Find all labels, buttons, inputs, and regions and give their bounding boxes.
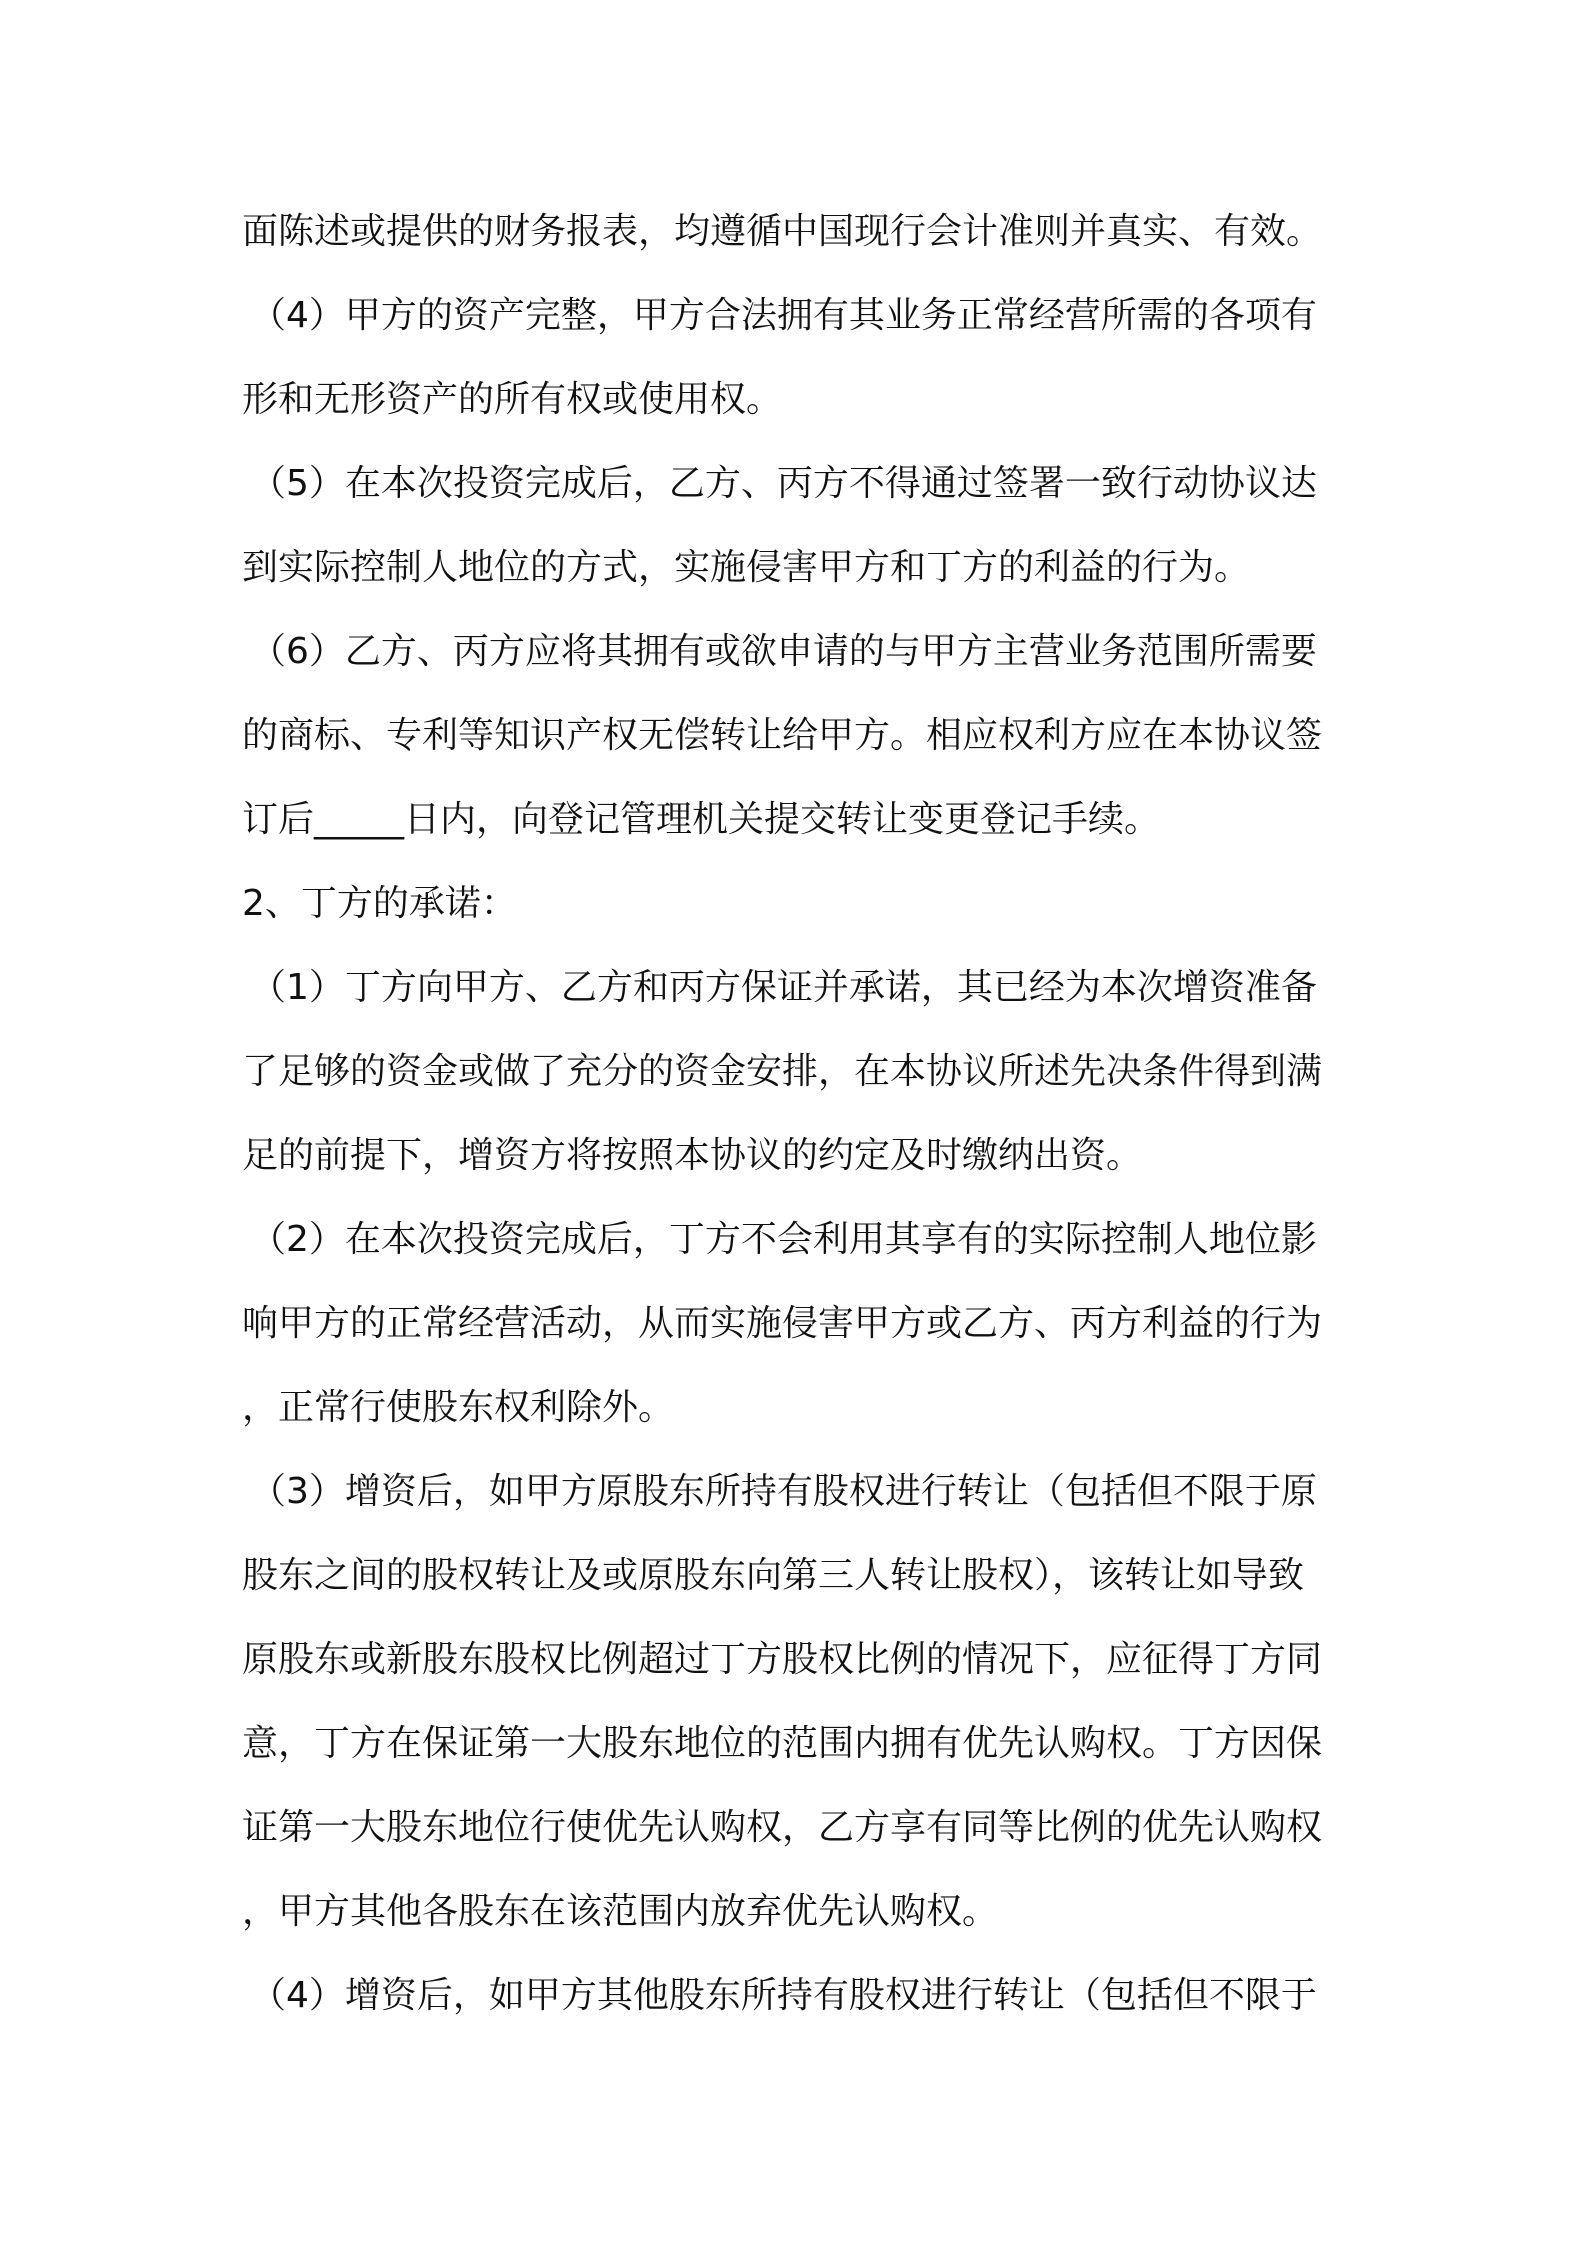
text-line-3: 形和无形资产的所有权或使用权。: [242, 379, 783, 420]
text-line-21: ，甲方其他各股东在该范围内放弃优先认购权。: [242, 1891, 999, 1932]
text-line-13: （2）在本次投资完成后，丁方不会利用其享有的实际控制人地位影: [250, 1219, 1317, 1260]
text-line-14: 响甲方的正常经营活动，从而实施侵害甲方或乙方、丙方利益的行为: [242, 1303, 1323, 1344]
section-heading: 2、丁方的承诺：: [242, 883, 517, 924]
text-line-8: 订后_____日内，向登记管理机关提交转让变更登记手续。: [242, 799, 1161, 840]
text-line-17: 股东之间的股权转让及或原股东向第三人转让股权），该转让如导致: [242, 1555, 1305, 1596]
text-line-19: 意，丁方在保证第一大股东地位的范围内拥有优先认购权。丁方因保: [242, 1723, 1323, 1764]
text-line-15: ，正常行使股东权利除外。: [242, 1387, 675, 1428]
text-line-6: （6）乙方、丙方应将其拥有或欲申请的与甲方主营业务范围所需要: [250, 631, 1317, 672]
text-line-5: 到实际控制人地位的方式，实施侵害甲方和丁方的利益的行为。: [242, 547, 1251, 588]
text-line-2: （4）甲方的资产完整，甲方合法拥有其业务正常经营所需的各项有: [250, 295, 1317, 336]
text-line-18: 原股东或新股东股权比例超过丁方股权比例的情况下，应征得丁方同: [242, 1639, 1323, 1680]
text-line-11: 了足够的资金或做了充分的资金安排，在本协议所述先决条件得到满: [242, 1051, 1323, 1092]
text-line-20: 证第一大股东地位行使优先认购权，乙方享有同等比例的优先认购权: [242, 1807, 1323, 1848]
text-line-7: 的商标、专利等知识产权无偿转让给甲方。相应权利方应在本协议签: [242, 715, 1323, 756]
text-line-22: （4）增资后，如甲方其他股东所持有股权进行转让（包括但不限于: [250, 1975, 1317, 2016]
text-line-10: （1）丁方向甲方、乙方和丙方保证并承诺，其已经为本次增资准备: [250, 967, 1317, 1008]
text-line-4: （5）在本次投资完成后，乙方、丙方不得通过签署一致行动协议达: [250, 463, 1317, 504]
text-line-1: 面陈述或提供的财务报表，均遵循中国现行会计准则并真实、有效。: [242, 211, 1323, 252]
text-line-12: 足的前提下，增资方将按照本协议的约定及时缴纳出资。: [242, 1135, 1143, 1176]
text-line-16: （3）增资后，如甲方原股东所持有股权进行转让（包括但不限于原: [250, 1471, 1317, 1512]
document-body: [242, 190, 1352, 2038]
